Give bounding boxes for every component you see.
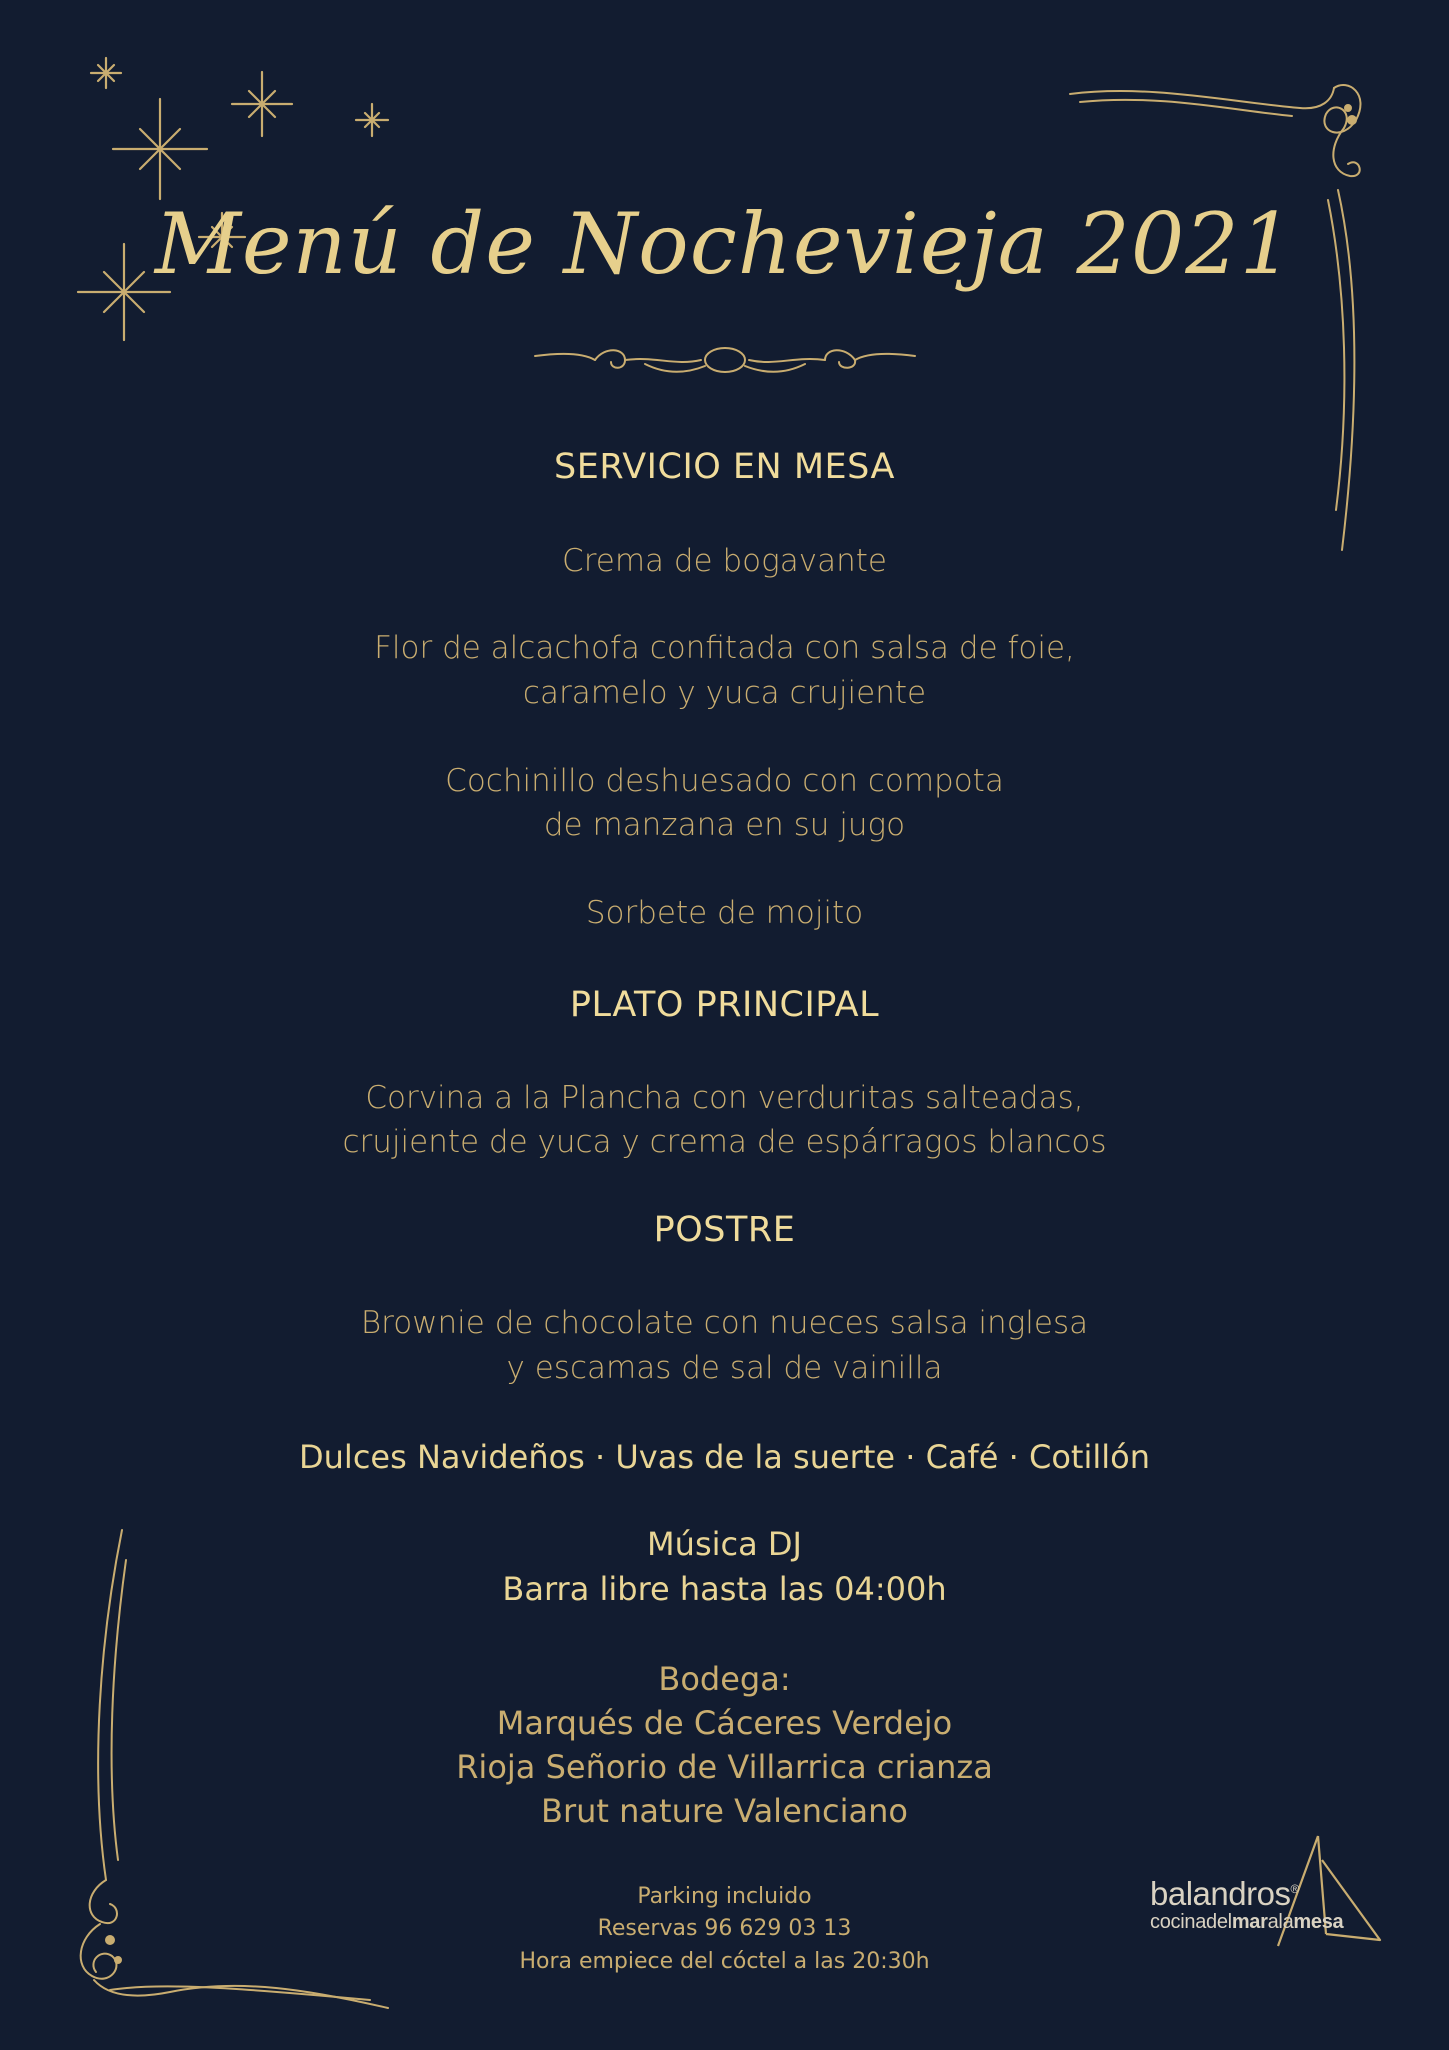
- wine-heading: Bodega:: [658, 1660, 791, 1698]
- dish-crema: Crema de bogavante: [562, 543, 887, 579]
- menu-title: Menú de Nochevieja 2021: [154, 195, 1295, 293]
- dessert-line2: y escamas de sal de vainilla: [506, 1350, 943, 1386]
- sparkle-stars-icon: [0, 0, 420, 360]
- dessert-line1: Brownie de chocolate con nueces salsa inglesa: [360, 1305, 1089, 1341]
- main-dish-line1: Corvina a la Plancha con verduritas salteadas,: [365, 1080, 1084, 1116]
- section-heading-postre: POSTRE: [653, 1210, 796, 1250]
- brand-logo: [1150, 1875, 1343, 1934]
- dish-alcachofa-line2: caramelo y yuca crujiente: [522, 675, 927, 711]
- music-line: Música DJ: [647, 1525, 802, 1563]
- dish-cochinillo-line2: de manzana en su jugo: [543, 807, 906, 843]
- section-heading-principal: PLATO PRINCIPAL: [569, 985, 880, 1025]
- footer-cocktail: Hora empiece del cóctel a las 20:30h: [519, 1949, 930, 1974]
- brand-name: balandros®: [1150, 1875, 1299, 1912]
- footer-reservations: Reservas 96 629 03 13: [597, 1916, 852, 1941]
- extras-line: Dulces Navideños · Uvas de la suerte · Café · Cotillón: [299, 1438, 1150, 1476]
- main-dish-line2: crujiente de yuca y crema de espárragos blancos: [342, 1124, 1107, 1160]
- dish-alcachofa-line1: Flor de alcachofa confitada con salsa de foie,: [374, 630, 1075, 666]
- dish-sorbete: Sorbete de mojito: [585, 895, 864, 931]
- wine-item-1: Marqués de Cáceres Verdejo: [496, 1704, 953, 1742]
- bar-line: Barra libre hasta las 04:00h: [502, 1570, 947, 1608]
- dish-cochinillo-line1: Cochinillo deshuesado con compota: [445, 763, 1004, 799]
- footer-parking: Parking incluido: [637, 1884, 812, 1909]
- brand-tagline: cocinadelmaralamesa: [1150, 1911, 1344, 1933]
- wine-item-3: Brut nature Valenciano: [541, 1792, 908, 1830]
- flourish-corner-top-right-icon: [1060, 80, 1380, 560]
- section-heading-servicio: SERVICIO EN MESA: [554, 447, 895, 487]
- scroll-divider-icon: [525, 330, 925, 390]
- wine-item-2: Rioja Señorio de Villarrica crianza: [456, 1748, 993, 1786]
